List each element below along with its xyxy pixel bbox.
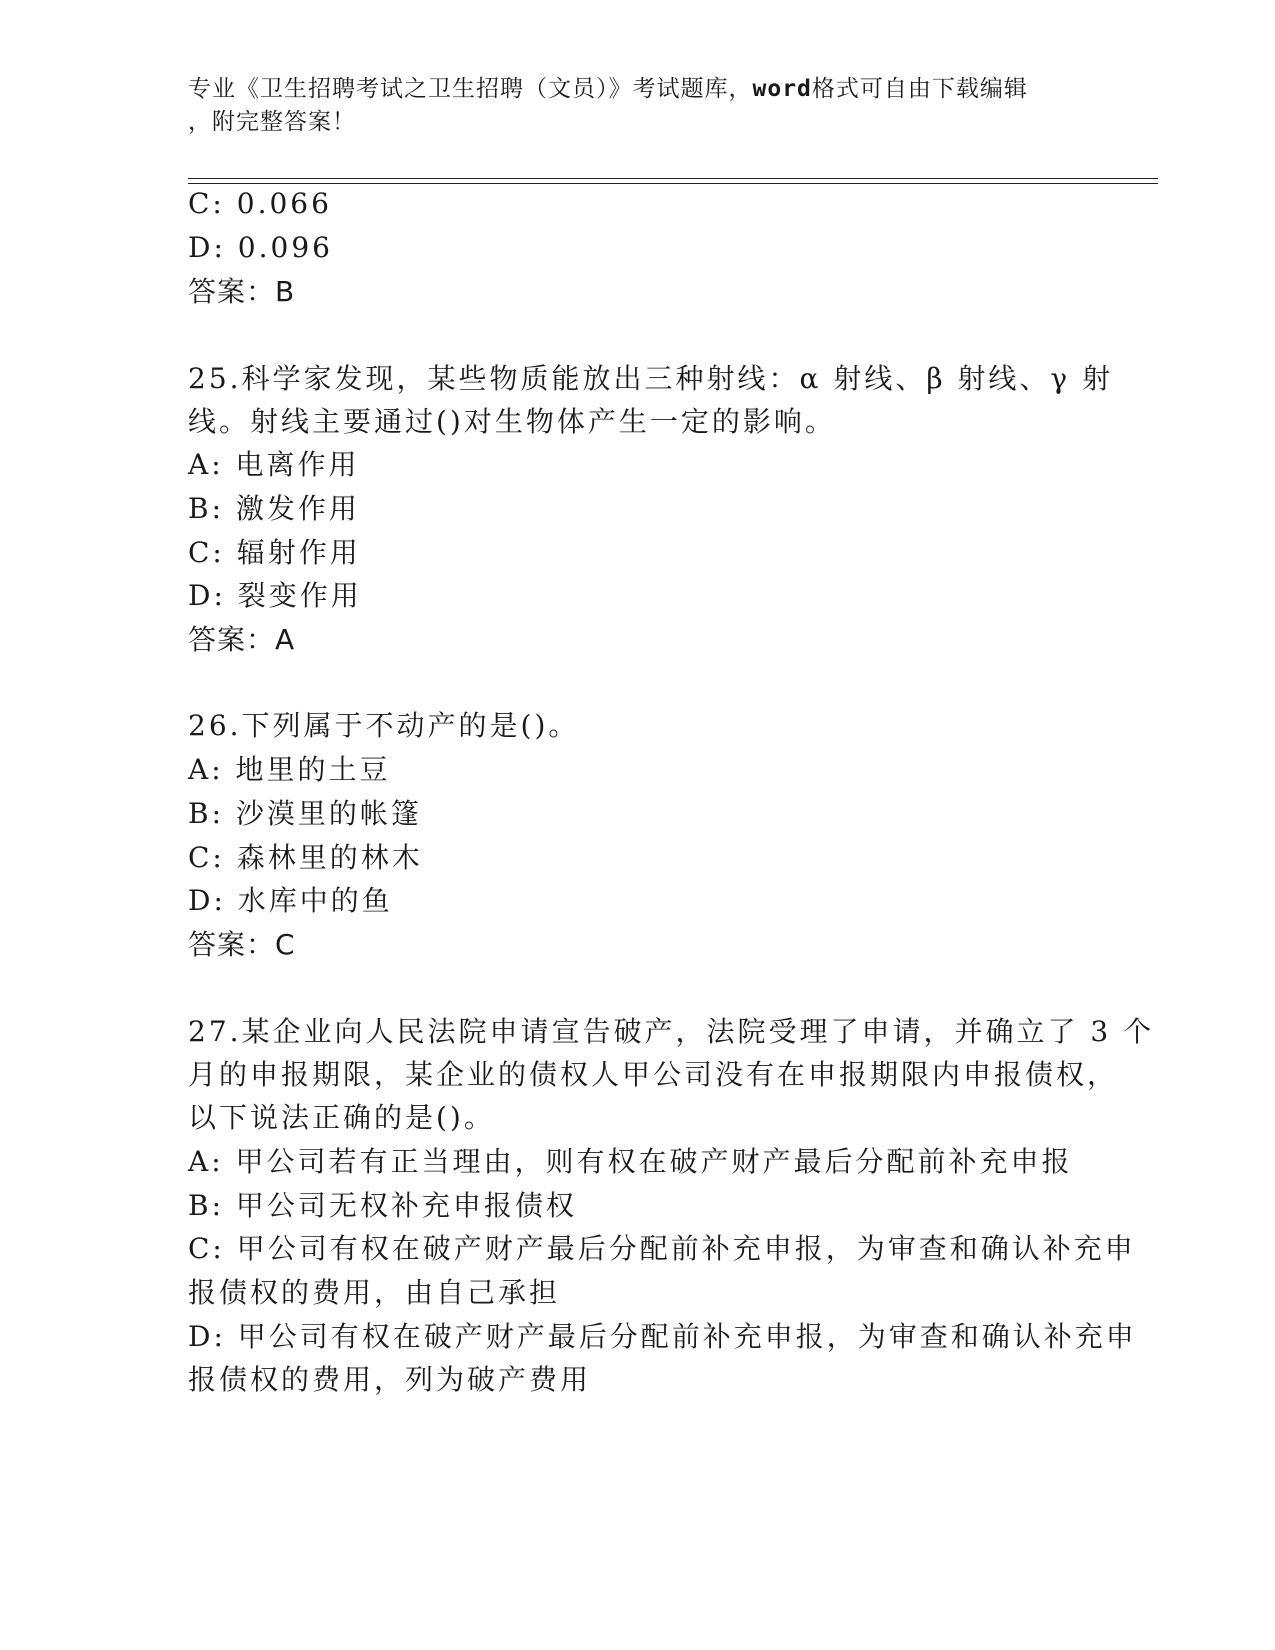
header-word-text: word [752,76,812,102]
header-divider [188,178,1158,179]
header-line-1 [188,73,1088,106]
question-stem: 以下说法正确的是()。 [188,1101,495,1134]
answer-line: 答案：C [188,928,296,961]
option-d-continued: 报债权的费用，列为破产费用 [188,1363,592,1396]
question-stem: 线。射线主要通过()对生物体产生一定的影响。 [188,405,836,438]
option-b: B: 沙漠里的帐篷 [188,797,422,830]
option-a: A: 电离作用 [188,448,360,481]
option-b: B: 激发作用 [188,492,360,525]
option-c-continued: 报债权的费用，由自己承担 [188,1276,561,1309]
option-c: C: 0.066 [188,187,332,220]
option-d: D: 裂变作用 [188,579,362,612]
option-c: C: 森林里的林木 [188,841,423,874]
option-d: D: 甲公司有权在破产财产最后分配前补充申报，为审查和确认补充申 [188,1320,1137,1353]
header-text: 格式可自由下载编辑 [811,76,1028,102]
option-d: D: 水库中的鱼 [188,884,393,917]
question-stem: 25.科学家发现，某些物质能放出三种射线：α 射线、β 射线、γ 射 [188,362,1114,395]
question-stem: 26.下列属于不动产的是()。 [188,709,580,742]
option-c: C: 辐射作用 [188,536,361,569]
question-stem: 27.某企业向人民法院申请宣告破产，法院受理了申请，并确立了 3 个 [188,1015,1155,1048]
question-stem: 月的申报期限，某企业的债权人甲公司没有在申报期限内申报债权， [188,1058,1119,1091]
header-line-2: ，附完整答案！ [188,109,356,135]
header-text: 专业《卫生招聘考试之卫生招聘（文员）》考试题库， [188,76,753,102]
option-a: A: 甲公司若有正当理由，则有权在破产财产最后分配前补充申报 [188,1145,1073,1178]
option-c: C: 甲公司有权在破产财产最后分配前补充申报，为审查和确认补充申 [188,1232,1136,1265]
answer-line: 答案：B [188,275,296,308]
option-d: D: 0.096 [188,231,333,264]
option-b: B: 甲公司无权补充申报债权 [188,1189,577,1222]
answer-line: 答案：A [188,623,296,656]
option-a: A: 地里的土豆 [188,753,391,786]
header-divider [188,183,1158,184]
document-header [188,73,1088,139]
